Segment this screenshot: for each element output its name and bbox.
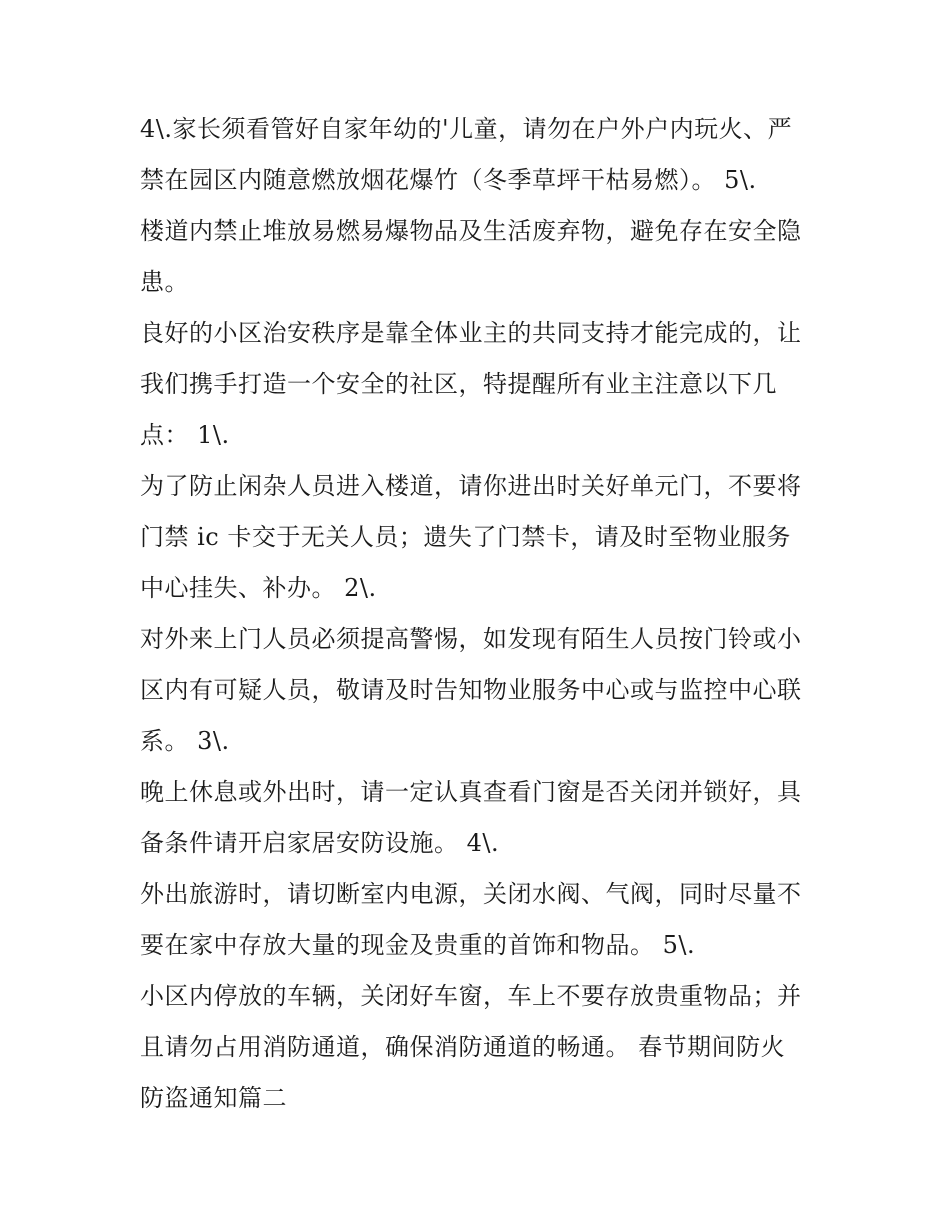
text-line: 良好的小区治安秩序是靠全体业主的共同支持才能完成的，让 xyxy=(140,319,802,347)
text-line: 系。 3\. xyxy=(140,727,230,755)
text-line: 区内有可疑人员，敬请及时告知物业服务中心或与监控中心联 xyxy=(140,676,802,704)
text-line: 小区内停放的车辆，关闭好车窗，车上不要存放贵重物品；并 xyxy=(140,982,802,1010)
text-line: 为了防止闲杂人员进入楼道，请你进出时关好单元门，不要将 xyxy=(140,472,802,500)
text-line: 防盗通知篇二 xyxy=(140,1084,287,1112)
text-line: 禁在园区内随意燃放烟花爆竹（冬季草坪干枯易燃）。 5\. xyxy=(140,166,757,194)
text-line: 门禁 ic 卡交于无关人员；遗失了门禁卡，请及时至物业服务 xyxy=(140,523,791,551)
text-line: 楼道内禁止堆放易燃易爆物品及生活废弃物，避免存在安全隐 xyxy=(140,217,802,245)
text-line: 备条件请开启家居安防设施。 4\. xyxy=(140,829,500,857)
text-line: 患。 xyxy=(140,268,189,296)
text-line: 对外来上门人员必须提高警惕，如发现有陌生人员按门铃或小 xyxy=(140,625,802,653)
text-line: 且请勿占用消防通道，确保消防通道的畅通。 春节期间防火 xyxy=(140,1033,786,1061)
document-body xyxy=(140,104,820,1124)
text-line: 要在家中存放大量的现金及贵重的首饰和物品。 5\. xyxy=(140,931,696,959)
text-line: 晚上休息或外出时，请一定认真查看门窗是否关闭并锁好，具 xyxy=(140,778,802,806)
text-line: 4\.家长须看管好自家年幼的'儿童，请勿在户外户内玩火、严 xyxy=(140,115,793,143)
text-line: 外出旅游时，请切断室内电源，关闭水阀、气阀，同时尽量不 xyxy=(140,880,802,908)
text-line: 我们携手打造一个安全的社区，特提醒所有业主注意以下几 xyxy=(140,370,777,398)
text-line: 中心挂失、补办。 2\. xyxy=(140,574,377,602)
text-line: 点： 1\. xyxy=(140,421,230,449)
